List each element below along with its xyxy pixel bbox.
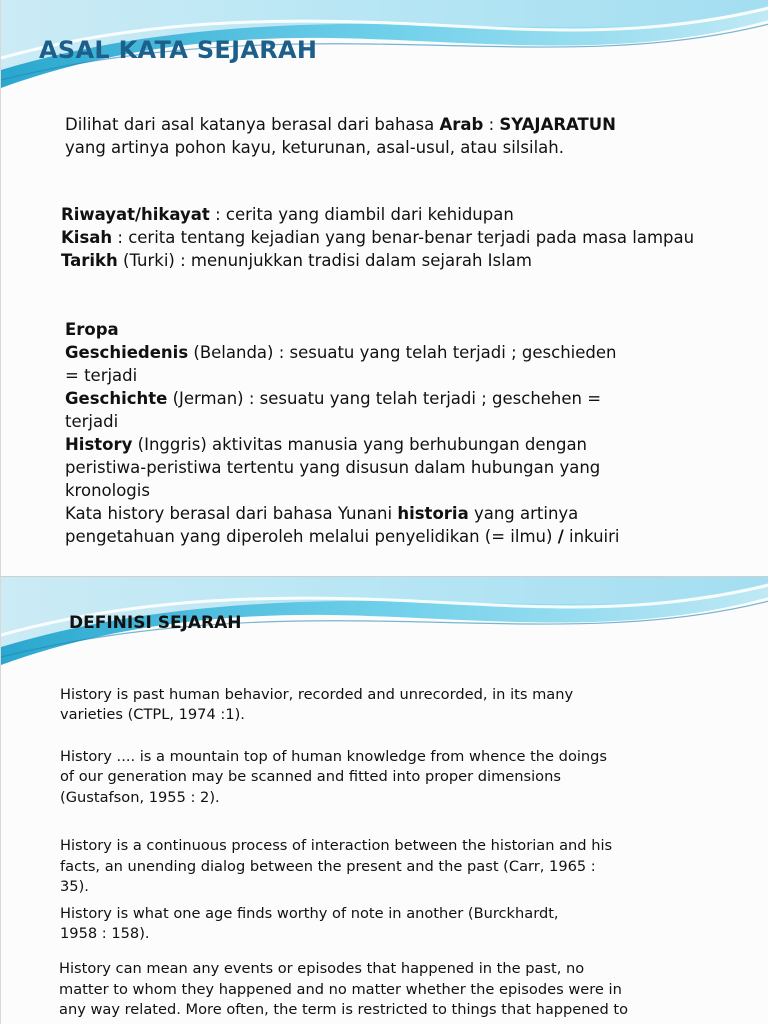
definition-4-line-2: 1958 : 158).: [60, 925, 150, 942]
definition-5-line-2: matter to whom they happened and no matter whether the episodes were in: [59, 981, 622, 998]
term-tarikh: Tarikh (Turki) : menunjukkan tradisi dalam sejarah Islam: [61, 251, 532, 270]
slide-title: DEFINISI SEJARAH: [69, 613, 242, 633]
intro-line-2: yang artinya pohon kayu, keturunan, asal-usul, atau silsilah.: [65, 138, 564, 157]
definition-3-line-2: facts, an unending dialog between the present and the past (Carr, 1965 :: [60, 858, 596, 875]
definition-2-line-1: History .... is a mountain top of human knowledge from whence the doings: [60, 748, 608, 765]
history-cont-2: kronologis: [65, 481, 150, 500]
history-line: History (Inggris) aktivitas manusia yang berhubungan dengan: [65, 435, 588, 454]
definition-4-line-1: History is what one age finds worthy of note in another (Burckhardt,: [60, 905, 559, 922]
definition-2-line-2: of our generation may be scanned and fitted into proper dimensions: [60, 768, 561, 785]
definition-3-line-3: 35).: [60, 878, 89, 895]
definition-3-line-1: History is a continuous process of interaction between the historian and his: [60, 837, 613, 854]
term-kisah: Kisah : cerita tentang kejadian yang benar-benar terjadi pada masa lampau: [61, 228, 695, 247]
definition-2-line-3: (Gustafson, 1955 : 2).: [60, 789, 220, 806]
definition-1-line-2: varieties (CTPL, 1974 :1).: [60, 706, 245, 723]
intro-line-1: Dilihat dari asal katanya berasal dari bahasa Arab : SYAJARATUN: [65, 115, 616, 134]
definition-5-line-1: History can mean any events or episodes that happened in the past, no: [59, 960, 585, 977]
geschiedenis-cont: = terjadi: [65, 366, 138, 385]
historia-cont: pengetahuan yang diperoleh melalui penyelidikan (= ilmu) / inkuiri: [65, 527, 620, 546]
geschichte-cont: terjadi: [65, 412, 119, 431]
slide-title: ASAL KATA SEJARAH: [39, 36, 318, 64]
historia-line: Kata history berasal dari bahasa Yunani historia yang artinya: [65, 504, 579, 523]
definition-5-line-3: any way related. More often, the term is restricted to things that happened to: [59, 1001, 629, 1018]
definition-1-line-1: History is past human behavior, recorded and unrecorded, in its many: [60, 686, 574, 703]
geschiedenis-line: Geschiedenis (Belanda) : sesuatu yang telah terjadi ; geschieden: [65, 343, 617, 362]
eropa-heading: Eropa: [65, 320, 119, 339]
term-riwayat: Riwayat/hikayat : cerita yang diambil dari kehidupan: [61, 205, 514, 224]
slide-definisi-sejarah: [0, 577, 768, 1024]
geschichte-line: Geschichte (Jerman) : sesuatu yang telah terjadi ; geschehen =: [65, 389, 602, 408]
history-cont-1: peristiwa-peristiwa tertentu yang disusun dalam hubungan yang: [65, 458, 601, 477]
